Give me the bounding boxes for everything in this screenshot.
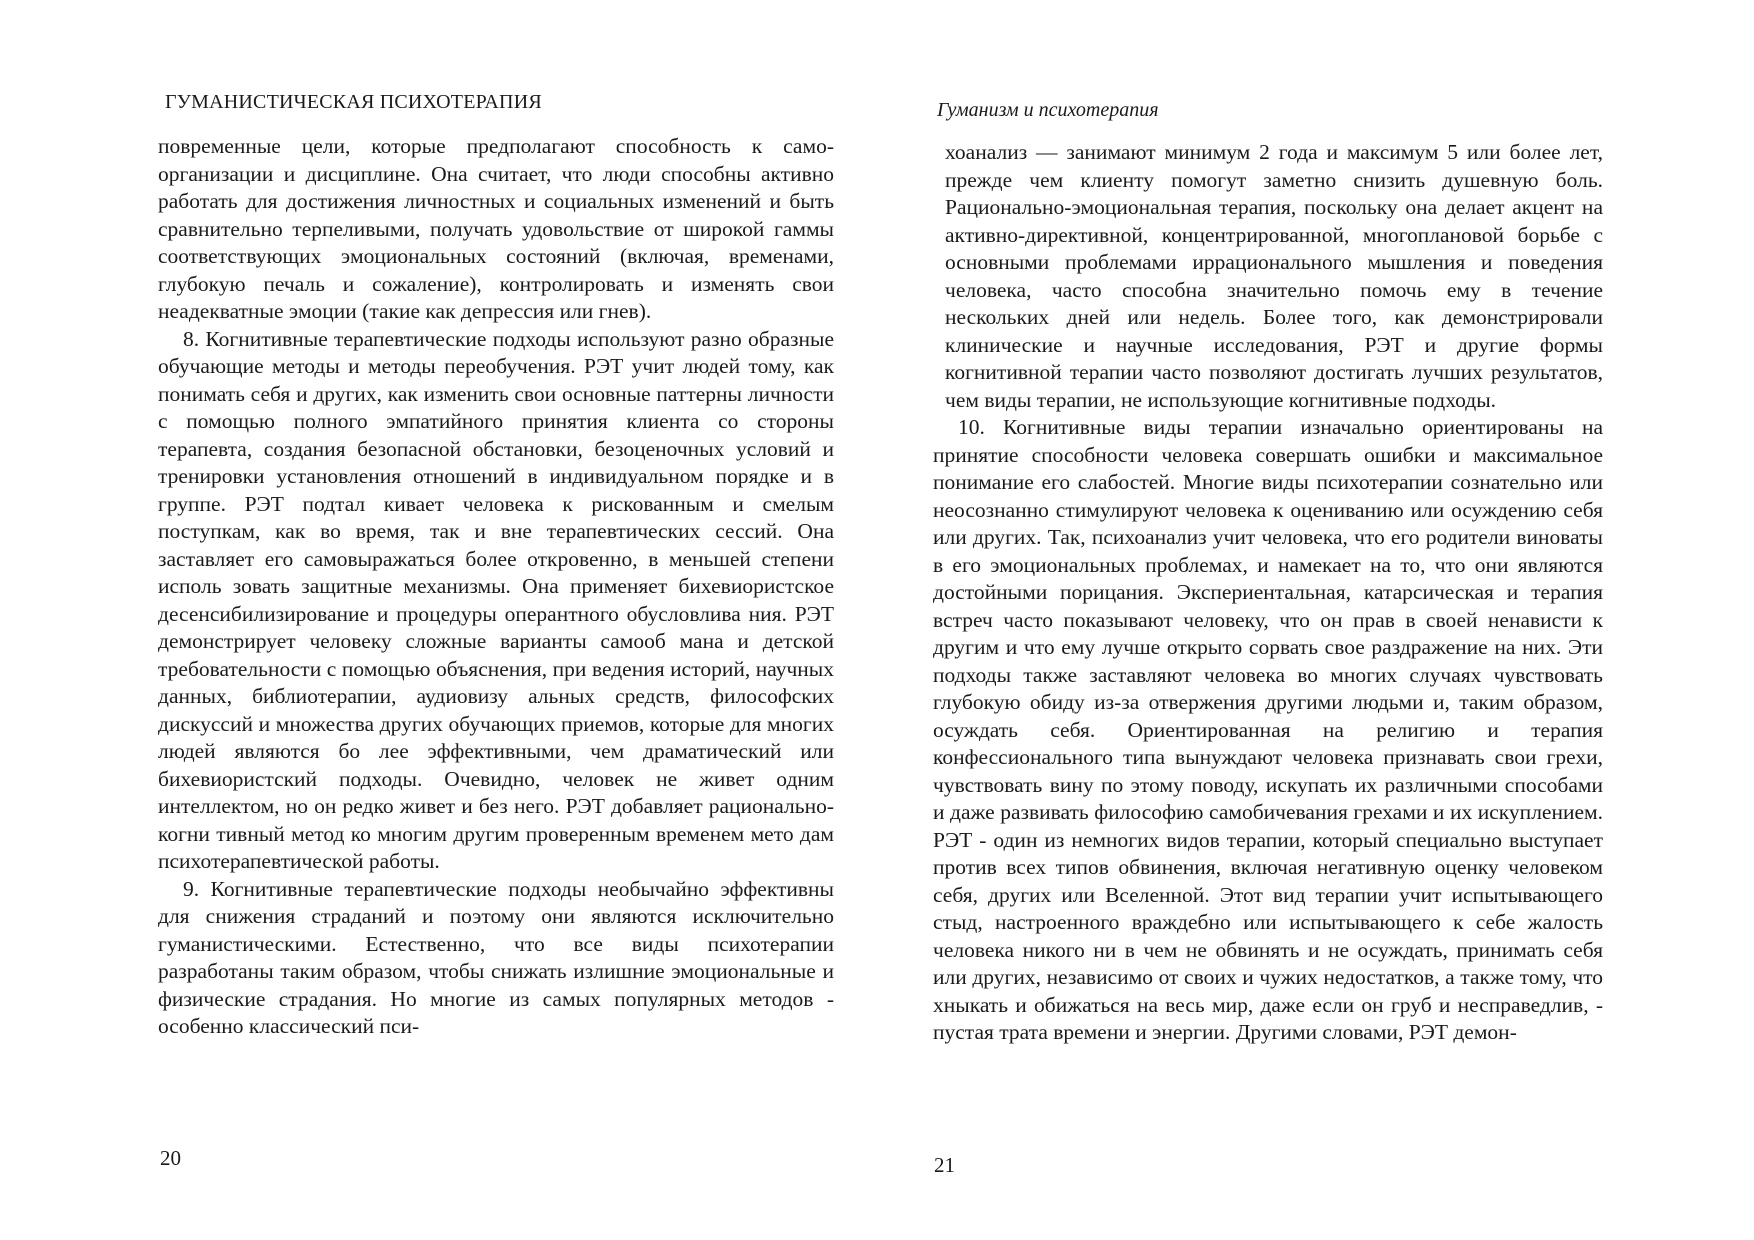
paragraph-continuation: повременные цели, которые предполагают способность к самоорганизации и дисциплине. Она считает, что люди способны активно работать для достижения личностных и социальных изменений и быть сравнительно терпеливыми, получать удовольствие от широкой гаммы соответствующих эмоциональных состояний (включая, временами, глубокую печаль и сожаление), контролировать и изменять свои неадекватные эмоции (такие как депрессия или гнев).	[158, 134, 834, 323]
right-page	[877, 0, 1754, 1240]
running-header: ГУМАНИСТИЧЕСКАЯ ПСИХОТЕРАПИЯ	[165, 91, 542, 113]
page-number: 20	[160, 1146, 181, 1170]
paragraph-10: 10. Когнитивные виды терапии изначально ориентированы на принятие способности человека совершать ошибки и максимальное понимание его слабостей. Многие виды психотерапии сознательно или неосознанно стимулируют человека к оцениванию или осуждению себя или других. Так, психоанализ учит человека, что его родители виноваты в его эмоциональных проблемах, и намекает на то, что они являются достойными порицания. Экспериентальная, катарсическая и терапия встреч часто показывают человеку, что он прав в своей ненависти к другим и что ему лучше открыто сорвать свое раздражение на них. Эти подходы также заставляют человека во многих случаях чувствовать глубокую обиду из-за отвержения другими людьми и, таким образом, осуждать себя. Ориентированная на религию и терапия конфессионального типа вынуждают человека признавать свои грехи, чувствовать вину по этому поводу, искупать их различными способами и даже развивать философию самобичевания грехами и их искуплением. РЭТ - один из немногих видов терапии, который специально выступает против всех типов обвинения, включая негативную оценку человеком себя, других или Вселенной. Этот вид терапии учит испытывающего стыд, настроенного враждебно или испытывающего к себе жалость человека никого ни в чем не обвинять и не осуждать, принимать себя или других, независимо от своих и чужих недостатков, а также тому, что хныкать и обижаться на весь мир, даже если он груб и несправедлив, - пустая трата времени и энергии. Другими словами, РЭТ демон-	[933, 415, 1603, 1044]
paragraph-8: 8. Когнитивные терапевтические подходы используют разно образные обучающие методы и методы переобучения. РЭТ учит людей тому, как понимать себя и других, как изменить свои основные паттерны личности с помощью полного эмпатийного принятия клиента со стороны терапевта, создания безопасной обстановки, безоценочных условий и тренировки установления отношений в индивидуальном порядке и в группе. РЭТ подтал кивает человека к рискованным и смелым поступкам, как во время, так и вне терапевтических сессий. Она заставляет его самовыражаться более откровенно, в меньшей степени исполь зовать защитные механизмы. Она применяет бихевиористское десенсибилизирование и процедуры оперантного обусловлива ния. РЭТ демонстрирует человеку сложные варианты самооб мана и детской требовательности с помощью объяснения, при ведения историй, научных данных, библиотерапии, аудиовизу альных средств, философских дискуссий и множества других обучающих приемов, которые для многих людей являются бо лее эффективными, чем драматический или бихевиористский подходы. Очевидно, человек не живет одним интеллектом, но он редко живет и без него. РЭТ добавляет рационально-когни тивный метод ко многим другим проверенным временем мето дам психотерапевтической работы.	[158, 326, 834, 873]
page-number: 21	[934, 1153, 955, 1177]
body-text	[933, 139, 1603, 1047]
paragraph-9: 9. Когнитивные терапевтические подходы необычайно эффективны для снижения страданий и поэтому они являются исключительно гуманистическими. Естественно, что все виды психотерапии разработаны таким образом, чтобы снижать излишние эмоциональные и физические страдания. Но многие из самых популярных методов - особенно классический пси-	[158, 876, 834, 1038]
body-text	[158, 133, 834, 1041]
running-header: Гуманизм и психотерапия	[937, 99, 1159, 121]
paragraph-continuation: хоанализ — занимают минимум 2 года и максимум 5 или более лет, прежде чем клиенту помогут заметно снизить душевную боль. Рационально-эмоциональная терапия, поскольку она делает акцент на активно-директивной, концентрированной, многоплановой борьбе с основными проблемами иррационального мышления и поведения человека, часто способна значительно помочь ему в течение нескольких дней или недель. Более того, как демонстрировали клинические и научные исследования, РЭТ и другие формы когнитивной терапии часто позволяют достигать лучших результатов, чем виды терапии, не использующие когнитивные подходы.	[945, 140, 1603, 412]
